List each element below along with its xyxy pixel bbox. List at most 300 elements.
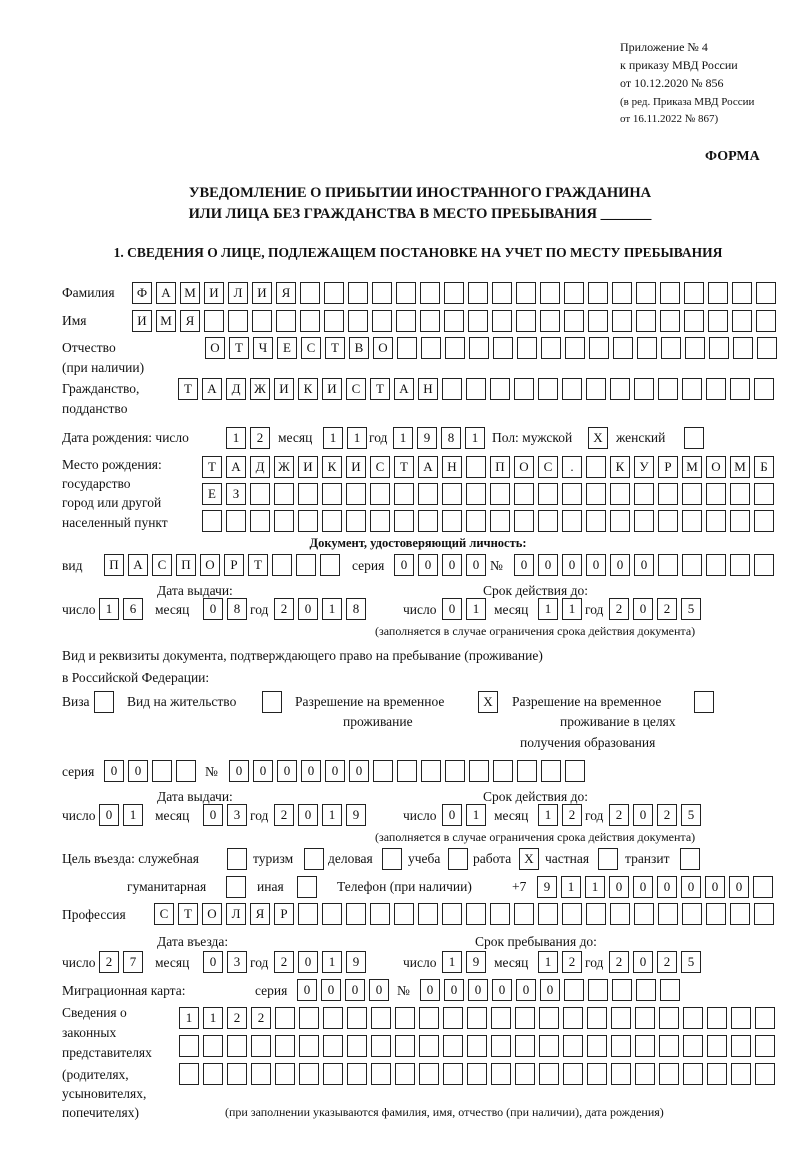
char-cell[interactable] [564, 979, 584, 1001]
sex-female-checkbox[interactable] [684, 427, 708, 449]
char-cell[interactable] [298, 510, 318, 532]
char-cell[interactable]: О [200, 554, 220, 576]
char-cell[interactable]: 1 [562, 598, 582, 620]
right-issue-year-field[interactable] [274, 804, 370, 826]
char-cell[interactable]: Т [229, 337, 249, 359]
char-cell[interactable]: 2 [562, 804, 582, 826]
char-cell[interactable] [394, 510, 414, 532]
char-cell[interactable] [348, 310, 368, 332]
char-cell[interactable]: 1 [442, 951, 462, 973]
char-cell[interactable] [298, 903, 318, 925]
char-cell[interactable]: 7 [123, 951, 143, 973]
char-cell[interactable] [683, 1035, 703, 1057]
char-cell[interactable] [300, 282, 320, 304]
char-cell[interactable]: Т [325, 337, 345, 359]
char-cell[interactable]: М [156, 310, 176, 332]
char-cell[interactable] [323, 1035, 343, 1057]
char-cell[interactable] [754, 483, 774, 505]
char-cell[interactable]: 0 [657, 876, 677, 898]
char-cell[interactable] [730, 510, 750, 532]
char-cell[interactable]: Я [250, 903, 270, 925]
char-cell[interactable]: 9 [417, 427, 437, 449]
citizenship-field[interactable] [178, 378, 778, 400]
char-cell[interactable]: 8 [227, 598, 247, 620]
char-cell[interactable] [516, 310, 536, 332]
char-cell[interactable]: Е [202, 483, 222, 505]
char-cell[interactable] [659, 1063, 679, 1085]
char-cell[interactable] [589, 337, 609, 359]
char-cell[interactable]: И [252, 282, 272, 304]
char-cell[interactable]: 0 [298, 804, 318, 826]
birthplace-line-3[interactable] [202, 510, 778, 532]
char-cell[interactable]: 1 [179, 1007, 199, 1029]
char-cell[interactable] [708, 282, 728, 304]
char-cell[interactable] [468, 282, 488, 304]
char-cell[interactable] [491, 1035, 511, 1057]
char-cell[interactable] [395, 1063, 415, 1085]
char-cell[interactable]: С [370, 456, 390, 478]
char-cell[interactable] [706, 483, 726, 505]
char-cell[interactable] [610, 903, 630, 925]
char-cell[interactable] [538, 378, 558, 400]
char-cell[interactable] [468, 310, 488, 332]
char-cell[interactable]: Р [658, 456, 678, 478]
birthplace-line-2[interactable] [202, 483, 778, 505]
id-issue-year-field[interactable] [274, 598, 370, 620]
char-cell[interactable] [706, 554, 726, 576]
char-cell[interactable] [706, 903, 726, 925]
char-cell[interactable] [397, 760, 417, 782]
char-cell[interactable] [659, 1007, 679, 1029]
char-cell[interactable] [612, 310, 632, 332]
char-cell[interactable] [636, 282, 656, 304]
char-cell[interactable]: А [202, 378, 222, 400]
char-cell[interactable]: 5 [681, 951, 701, 973]
char-cell[interactable] [610, 483, 630, 505]
char-cell[interactable]: 1 [538, 951, 558, 973]
right-series-field[interactable] [104, 760, 200, 782]
char-cell[interactable]: 1 [322, 804, 342, 826]
char-cell[interactable] [636, 310, 656, 332]
char-cell[interactable] [491, 1007, 511, 1029]
char-cell[interactable] [658, 378, 678, 400]
char-cell[interactable] [756, 310, 776, 332]
char-cell[interactable] [226, 510, 246, 532]
char-cell[interactable] [754, 378, 774, 400]
char-cell[interactable] [396, 282, 416, 304]
char-cell[interactable] [563, 1035, 583, 1057]
char-cell[interactable] [372, 282, 392, 304]
char-cell[interactable] [466, 378, 486, 400]
surname-field[interactable] [132, 282, 780, 304]
char-cell[interactable] [658, 510, 678, 532]
char-cell[interactable]: 0 [442, 598, 462, 620]
char-cell[interactable]: 0 [442, 554, 462, 576]
char-cell[interactable]: И [346, 456, 366, 478]
char-cell[interactable]: 3 [227, 951, 247, 973]
char-cell[interactable] [371, 1007, 391, 1029]
char-cell[interactable] [276, 310, 296, 332]
char-cell[interactable] [685, 337, 705, 359]
char-cell[interactable] [610, 378, 630, 400]
char-cell[interactable]: Д [226, 378, 246, 400]
char-cell[interactable] [731, 1007, 751, 1029]
char-cell[interactable] [730, 903, 750, 925]
char-cell[interactable]: 0 [203, 804, 223, 826]
entry-day-field[interactable] [99, 951, 147, 973]
char-cell[interactable] [492, 310, 512, 332]
char-cell[interactable] [564, 310, 584, 332]
char-cell[interactable]: 0 [418, 554, 438, 576]
char-cell[interactable] [562, 378, 582, 400]
char-cell[interactable]: 2 [657, 598, 677, 620]
char-cell[interactable]: 0 [298, 598, 318, 620]
checkbox-cell[interactable] [227, 848, 247, 870]
char-cell[interactable]: И [274, 378, 294, 400]
char-cell[interactable]: Е [277, 337, 297, 359]
char-cell[interactable]: А [226, 456, 246, 478]
visa-checkbox[interactable] [94, 691, 118, 713]
char-cell[interactable] [731, 1035, 751, 1057]
char-cell[interactable] [731, 1063, 751, 1085]
char-cell[interactable] [563, 1063, 583, 1085]
char-cell[interactable] [324, 282, 344, 304]
char-cell[interactable]: Ч [253, 337, 273, 359]
checkbox-cell[interactable] [680, 848, 700, 870]
char-cell[interactable]: Ж [274, 456, 294, 478]
char-cell[interactable]: 2 [609, 951, 629, 973]
char-cell[interactable]: А [156, 282, 176, 304]
char-cell[interactable] [371, 1063, 391, 1085]
char-cell[interactable]: 1 [323, 427, 343, 449]
char-cell[interactable]: 0 [99, 804, 119, 826]
id-series-field[interactable] [394, 554, 490, 576]
char-cell[interactable]: 2 [562, 951, 582, 973]
char-cell[interactable] [755, 1035, 775, 1057]
char-cell[interactable]: 9 [346, 804, 366, 826]
char-cell[interactable]: М [730, 456, 750, 478]
char-cell[interactable] [682, 554, 702, 576]
char-cell[interactable] [250, 510, 270, 532]
char-cell[interactable] [683, 1007, 703, 1029]
char-cell[interactable]: Т [370, 378, 390, 400]
char-cell[interactable] [299, 1035, 319, 1057]
char-cell[interactable]: К [298, 378, 318, 400]
checkbox-cell[interactable] [297, 876, 317, 898]
char-cell[interactable] [755, 1063, 775, 1085]
char-cell[interactable]: З [226, 483, 246, 505]
char-cell[interactable] [588, 282, 608, 304]
char-cell[interactable] [658, 554, 678, 576]
right-valid-year-field[interactable] [609, 804, 705, 826]
char-cell[interactable]: 0 [634, 554, 654, 576]
char-cell[interactable] [203, 1063, 223, 1085]
id-valid-year-field[interactable] [609, 598, 705, 620]
char-cell[interactable] [419, 1035, 439, 1057]
char-cell[interactable] [636, 979, 656, 1001]
char-cell[interactable] [562, 510, 582, 532]
char-cell[interactable]: 0 [516, 979, 536, 1001]
char-cell[interactable] [564, 282, 584, 304]
char-cell[interactable] [612, 979, 632, 1001]
char-cell[interactable] [227, 1063, 247, 1085]
checkbox-cell[interactable] [448, 848, 468, 870]
char-cell[interactable] [323, 1063, 343, 1085]
char-cell[interactable]: Я [276, 282, 296, 304]
id-valid-month-field[interactable] [538, 598, 586, 620]
char-cell[interactable] [565, 337, 585, 359]
representatives-line-1[interactable] [179, 1007, 779, 1029]
char-cell[interactable] [659, 1035, 679, 1057]
entry-month-field[interactable] [203, 951, 251, 973]
char-cell[interactable]: С [301, 337, 321, 359]
char-cell[interactable] [347, 1035, 367, 1057]
char-cell[interactable] [490, 378, 510, 400]
char-cell[interactable] [395, 1007, 415, 1029]
char-cell[interactable]: 0 [492, 979, 512, 1001]
birthplace-line-1[interactable] [202, 456, 778, 478]
char-cell[interactable]: 1 [465, 427, 485, 449]
purpose-private-checkbox[interactable] [598, 848, 622, 870]
patronymic-field[interactable] [205, 337, 781, 359]
char-cell[interactable]: 0 [277, 760, 297, 782]
char-cell[interactable] [707, 1007, 727, 1029]
char-cell[interactable] [733, 337, 753, 359]
char-cell[interactable] [418, 903, 438, 925]
char-cell[interactable]: Н [442, 456, 462, 478]
char-cell[interactable] [442, 483, 462, 505]
char-cell[interactable] [635, 1007, 655, 1029]
char-cell[interactable] [466, 510, 486, 532]
edu-permit-checkbox[interactable] [694, 691, 718, 713]
checkbox-cell[interactable]: X [478, 691, 498, 713]
char-cell[interactable] [347, 1063, 367, 1085]
char-cell[interactable] [634, 510, 654, 532]
char-cell[interactable] [371, 1035, 391, 1057]
checkbox-cell[interactable]: X [519, 848, 539, 870]
char-cell[interactable] [347, 1007, 367, 1029]
purpose-work-checkbox[interactable] [519, 848, 543, 870]
checkbox-cell[interactable] [94, 691, 114, 713]
char-cell[interactable] [634, 483, 654, 505]
char-cell[interactable] [563, 1007, 583, 1029]
char-cell[interactable]: 2 [274, 951, 294, 973]
char-cell[interactable] [757, 337, 777, 359]
migration-series-field[interactable] [297, 979, 393, 1001]
char-cell[interactable] [322, 510, 342, 532]
purpose-transit-checkbox[interactable] [680, 848, 704, 870]
char-cell[interactable] [250, 483, 270, 505]
char-cell[interactable]: И [322, 378, 342, 400]
char-cell[interactable] [611, 1035, 631, 1057]
char-cell[interactable]: 5 [681, 598, 701, 620]
char-cell[interactable]: Д [250, 456, 270, 478]
char-cell[interactable]: 3 [227, 804, 247, 826]
residence-checkbox[interactable] [262, 691, 286, 713]
purpose-humanitarian-checkbox[interactable] [226, 876, 250, 898]
char-cell[interactable] [443, 1063, 463, 1085]
char-cell[interactable] [515, 1063, 535, 1085]
char-cell[interactable] [445, 760, 465, 782]
char-cell[interactable]: М [180, 282, 200, 304]
char-cell[interactable] [445, 337, 465, 359]
char-cell[interactable]: 0 [345, 979, 365, 1001]
char-cell[interactable] [466, 456, 486, 478]
char-cell[interactable] [490, 510, 510, 532]
char-cell[interactable] [586, 378, 606, 400]
char-cell[interactable]: 1 [226, 427, 246, 449]
char-cell[interactable] [540, 310, 560, 332]
char-cell[interactable]: 1 [322, 598, 342, 620]
char-cell[interactable]: 0 [633, 804, 653, 826]
char-cell[interactable] [707, 1063, 727, 1085]
char-cell[interactable]: 0 [297, 979, 317, 1001]
char-cell[interactable] [753, 876, 773, 898]
char-cell[interactable] [541, 337, 561, 359]
char-cell[interactable]: 2 [609, 598, 629, 620]
char-cell[interactable] [635, 1063, 655, 1085]
purpose-study-checkbox[interactable] [448, 848, 472, 870]
char-cell[interactable]: 1 [538, 598, 558, 620]
char-cell[interactable]: 0 [298, 951, 318, 973]
char-cell[interactable] [490, 483, 510, 505]
char-cell[interactable] [275, 1007, 295, 1029]
char-cell[interactable] [346, 510, 366, 532]
char-cell[interactable] [538, 483, 558, 505]
char-cell[interactable] [467, 1063, 487, 1085]
char-cell[interactable]: 9 [537, 876, 557, 898]
char-cell[interactable]: 1 [393, 427, 413, 449]
char-cell[interactable]: О [373, 337, 393, 359]
char-cell[interactable]: К [610, 456, 630, 478]
char-cell[interactable] [517, 760, 537, 782]
char-cell[interactable]: 0 [729, 876, 749, 898]
char-cell[interactable] [251, 1063, 271, 1085]
char-cell[interactable] [420, 310, 440, 332]
char-cell[interactable] [204, 310, 224, 332]
char-cell[interactable] [251, 1035, 271, 1057]
char-cell[interactable]: 0 [325, 760, 345, 782]
char-cell[interactable] [613, 337, 633, 359]
char-cell[interactable] [754, 903, 774, 925]
char-cell[interactable] [227, 1035, 247, 1057]
char-cell[interactable] [756, 282, 776, 304]
purpose-business-checkbox[interactable] [382, 848, 406, 870]
representatives-line-3[interactable] [179, 1063, 779, 1085]
char-cell[interactable]: 0 [104, 760, 124, 782]
char-cell[interactable] [515, 1035, 535, 1057]
char-cell[interactable] [493, 760, 513, 782]
sex-male-checkbox[interactable] [588, 427, 612, 449]
char-cell[interactable]: Т [248, 554, 268, 576]
char-cell[interactable]: 1 [123, 804, 143, 826]
char-cell[interactable]: 0 [253, 760, 273, 782]
char-cell[interactable] [493, 337, 513, 359]
char-cell[interactable] [203, 1035, 223, 1057]
char-cell[interactable] [709, 337, 729, 359]
char-cell[interactable]: 5 [681, 804, 701, 826]
char-cell[interactable] [394, 483, 414, 505]
char-cell[interactable] [562, 903, 582, 925]
char-cell[interactable]: 0 [610, 554, 630, 576]
char-cell[interactable]: С [538, 456, 558, 478]
char-cell[interactable]: 2 [99, 951, 119, 973]
char-cell[interactable] [587, 1007, 607, 1029]
char-cell[interactable] [370, 483, 390, 505]
char-cell[interactable] [202, 510, 222, 532]
char-cell[interactable] [418, 510, 438, 532]
char-cell[interactable] [467, 1035, 487, 1057]
checkbox-cell[interactable] [694, 691, 714, 713]
char-cell[interactable]: 0 [369, 979, 389, 1001]
char-cell[interactable]: 2 [274, 598, 294, 620]
char-cell[interactable] [179, 1035, 199, 1057]
checkbox-cell[interactable] [684, 427, 704, 449]
char-cell[interactable]: 2 [657, 804, 677, 826]
char-cell[interactable] [443, 1035, 463, 1057]
char-cell[interactable] [586, 903, 606, 925]
char-cell[interactable]: Ж [250, 378, 270, 400]
char-cell[interactable]: 8 [346, 598, 366, 620]
char-cell[interactable]: 1 [585, 876, 605, 898]
char-cell[interactable]: Р [274, 903, 294, 925]
char-cell[interactable] [658, 483, 678, 505]
char-cell[interactable] [370, 903, 390, 925]
char-cell[interactable]: 0 [128, 760, 148, 782]
right-valid-day-field[interactable] [442, 804, 490, 826]
stay-month-field[interactable] [538, 951, 586, 973]
char-cell[interactable] [467, 1007, 487, 1029]
char-cell[interactable]: 9 [466, 951, 486, 973]
char-cell[interactable] [275, 1063, 295, 1085]
char-cell[interactable]: Л [226, 903, 246, 925]
char-cell[interactable]: 0 [633, 876, 653, 898]
checkbox-cell[interactable] [598, 848, 618, 870]
char-cell[interactable] [660, 282, 680, 304]
char-cell[interactable]: 0 [705, 876, 725, 898]
char-cell[interactable] [322, 903, 342, 925]
char-cell[interactable] [514, 378, 534, 400]
char-cell[interactable]: . [562, 456, 582, 478]
char-cell[interactable] [322, 483, 342, 505]
char-cell[interactable] [682, 483, 702, 505]
char-cell[interactable]: П [490, 456, 510, 478]
char-cell[interactable] [611, 1007, 631, 1029]
char-cell[interactable] [442, 378, 462, 400]
char-cell[interactable] [706, 510, 726, 532]
char-cell[interactable] [541, 760, 561, 782]
char-cell[interactable] [348, 282, 368, 304]
char-cell[interactable]: Б [754, 456, 774, 478]
birth-month-field[interactable] [323, 427, 371, 449]
temp-permit-checkbox[interactable] [478, 691, 502, 713]
birth-year-field[interactable] [393, 427, 489, 449]
char-cell[interactable] [299, 1063, 319, 1085]
char-cell[interactable]: 9 [346, 951, 366, 973]
char-cell[interactable]: И [298, 456, 318, 478]
char-cell[interactable] [660, 979, 680, 1001]
profession-field[interactable] [154, 903, 778, 925]
id-kind-field[interactable] [104, 554, 344, 576]
char-cell[interactable]: 1 [466, 804, 486, 826]
char-cell[interactable] [540, 282, 560, 304]
char-cell[interactable] [421, 760, 441, 782]
char-cell[interactable] [418, 483, 438, 505]
char-cell[interactable]: И [132, 310, 152, 332]
char-cell[interactable]: 0 [633, 951, 653, 973]
char-cell[interactable] [514, 510, 534, 532]
char-cell[interactable]: 0 [203, 598, 223, 620]
